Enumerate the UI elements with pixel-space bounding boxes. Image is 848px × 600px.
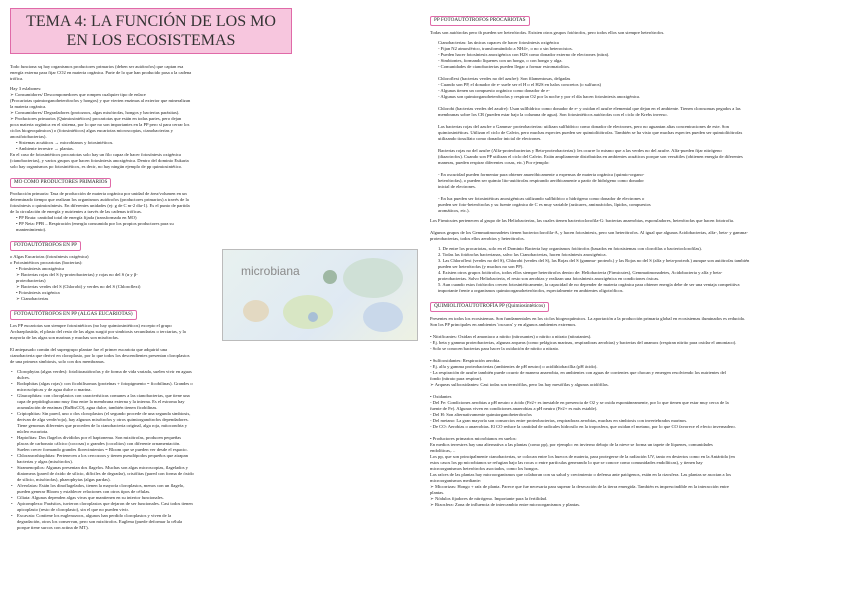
group-line: - Algunas tienen un compuesto orgánico como donador de e- bbox=[438, 88, 550, 93]
group-line: Chlorobi (bacterias verdes del azufre): Usan sulfhídrico como donador de e- y oxidan el azufre elemental que dejan en el ambiente. Tienen clorosomas pegados a las bbox=[438, 106, 741, 111]
intro-line: energía externa para fijar CO2 en materia orgánica. Parte de lo que han producido pasa a la cadena bbox=[10, 70, 192, 75]
pp-line: Producción primaria: Tasa de producción de materia orgánica por unidad de área/volumen en un bbox=[10, 191, 187, 196]
group-line: maneras, pueden respirar diferentes cosas, etc.) Por ejemplo: bbox=[438, 160, 550, 165]
fotoautotrofos-list bbox=[10, 254, 220, 302]
numbered-item: 4. Existen otros grupos fotótrofos, todos ellos siempre heterótrofos dentro de: Heliobacteria (Firmicutes), Gemmatimonadetes, Acidobacteria y alfa y beta- bbox=[438, 270, 723, 275]
group-line: (diazotrofos). Cuando son PP utilizan el ciclo del Calvin. Están ampliamente distribuidas en ambientes acuáticos porque son versátiles (obtienen energía de diferentes bbox=[438, 154, 743, 159]
pp-paragraph bbox=[10, 191, 414, 233]
quimio-line: endolíticas,… bbox=[430, 448, 456, 453]
quimio-line: microorganismos heterótrofos asociados, como los hongos. bbox=[430, 466, 539, 471]
alga-cont: microscópicas y de agua dulce o marina. bbox=[17, 387, 92, 392]
foto-line: ➢ Bacterias rojas del S (γ-proteobacterias) y rojas no del S (α y β- bbox=[16, 272, 138, 277]
alga-cont: capa de peptidoglucano muy fina entre la membrana externa y la interna. Es el estroma hay bbox=[17, 399, 185, 404]
group-line: Bacterias rojas no del azufre (Alfa-proteobacterias y Beta-proteobacterias): les ocurre lo mismo que a las verdes no del azufre. Alfa-pueden fijar nitrógeno bbox=[438, 148, 722, 153]
quimio-line: estos casos los pp microbianos se refugian bajo las rocas o entre partículas generando lo que se conoce como comunidades endolíticas), y tienen hay bbox=[430, 460, 703, 465]
foto-line: • Fotosíntesis oxigénica bbox=[16, 290, 60, 295]
quimio-line: fuente de Fe). Algunas viven en condiciones anaerobias a pH neutro (Fe2+ es más estable). bbox=[430, 406, 598, 411]
page-title-line-2: EN LOS ECOSISTEMAS bbox=[66, 32, 236, 49]
image-caption: microbiana bbox=[241, 264, 300, 278]
alga-cont: diatomeas (pared de óxido de silicio, difíciles de degradar), crisófitas (pared con forma de óxido bbox=[17, 471, 194, 476]
quimio-line: - Del H: Son alternativamente quimiorganoheterótrofos bbox=[430, 412, 532, 417]
pp-line: fotosíntesis o quimiosíntesis. En diferentes unidades (ej: g de C m-2 día-1). Es el punto de partida bbox=[10, 203, 190, 208]
foto-line: o Algas Eucariotas (fotosíntesis oxigénica) bbox=[10, 254, 89, 259]
alga-cont: derivan de alga verde/roja), hay algunos mixótrofos y otros quimiorganótrofos dependadores. bbox=[17, 417, 189, 422]
eslabon-line: (cianobacterias), y varios grupos que hacen fotosíntesis anoxigénica. Dentro del dominio Eukaria bbox=[10, 158, 189, 163]
euc-line: Los PP eucariotas son siempre fotosintéticos (no hay quimiosintéticos) excepto el grupo bbox=[10, 323, 172, 328]
quimio-line: - La respiración de azufre también puede ocurrir de manera anaerobia, en ambientes con aguas de corrientes que chocan y emergen resolviendo los nutrientes del bbox=[430, 370, 726, 375]
quimio-line: • Nitrificantes: Oxidan el amoniaco a nitrito (nitrosantes) o nitrito a nitrato (nitratantes). bbox=[430, 334, 592, 339]
group-line: Cianobacterias: las únicas capaces de hacer fotosíntesis oxigénica bbox=[438, 40, 559, 45]
firm-line: Algunos grupos de los Gemmatimonadetes tienen bacterioclorofila-A, y hacen fotosíntesis, pero son heterótrofos. Al igual que algunas Acidobacterias, alfa-, beta- y gamma- bbox=[430, 230, 748, 235]
alga-cont: apicoplasto (resto de cloroplasto), sin el que no pueden vivir. bbox=[17, 507, 129, 512]
quimio-line: - De CO: Aerobias o anaerobias. El CO reduce la cantidad de radicales hidroxilo en la troposfera, que oxidan el metano, por lo que CO favorece el efecto invernadero. bbox=[430, 424, 736, 429]
alga-item: • Excavata: Contiene los euglenozoos, algunos han perdido cloroplastos y viven de la bbox=[10, 513, 414, 519]
group-line: - Pueden hacer fotosíntesis anoxigénica con H2S como donador externo de electrones (nitra). bbox=[438, 52, 610, 57]
eslabon-line: la materia orgánica. bbox=[10, 104, 47, 109]
group-line: membranas sobre los CR (pueden estar bajo la columna de agua). Son fotosintéticos autótrofas con el ciclo de Krebs inverso. bbox=[438, 112, 668, 117]
eslabon-line: (Procariotas quimiorganoheterótrofos y hongos) y que vierten enzimas al exterior que mineralizan bbox=[10, 98, 191, 103]
hay-label: Hay 3 eslabones: bbox=[10, 86, 42, 91]
numbered-item: pueden ser heterótrofas (y muchos no son PP). bbox=[438, 264, 524, 269]
numbered-item: 5. Aun cuando estos fotótrofos crecen fotosintéticamente, la capacidad de no depender de materia orgánica para obtener energía debe de ser una ventaja competitiva bbox=[438, 282, 740, 287]
pp-line: determinado tiempo que realizan los organismos autótrofos (productores primarios) a través de la bbox=[10, 197, 189, 202]
intro-line: trófica. bbox=[10, 76, 24, 81]
alga-item: • Rodophitas (algas rojas): con ficobilisomas (proteínas + fotopigmento = ficobilinas). Grandes o bbox=[10, 381, 414, 387]
quimio-line: - Ej. alfa y gamma proteobacterias (ambientes de pH neutro) o acidithiobacillia (pH ácido). bbox=[430, 364, 598, 369]
firm-line: Los Firmicutes pertenecen al grupo de las Heliobacterias, las cuales tienen bacterioclorofila-G: bacterias anaerobias, esporuladores, heterótrofas que hacen fototrofia. bbox=[430, 218, 735, 223]
alga-cont: bacterias y algas (mixótrofos). bbox=[17, 459, 73, 464]
alga-item: • Alveolatas: Están los dinoflagelados, tienen la mayoría cloroplastos, menos con un flagelo, bbox=[10, 483, 414, 489]
eslabon-line: ➢ Consumidores/ Degradadores (protozoos, algas mixótrofas, hongos y bacterias parásitas). bbox=[10, 110, 180, 115]
alga-item: • Glaucophitas: con cloroplastos con características comunes a las cianobacterias, que tiene una bbox=[10, 393, 414, 399]
quimio-line: - Solo se conocen bacterias para hacer la oxidación de nitrito a nitrato. bbox=[430, 346, 560, 351]
numbered-list bbox=[430, 246, 840, 294]
eslabon-line: poca materia orgánica en el sistema, por lo que no son importantes en la PP pero sí para cerrar los bbox=[10, 122, 190, 127]
quimio-line: - Ej. beta y gamma proteobacterias, algunas arqueas (como pelágicas marinas, respiradoras aerobias) y bacterias del anamox (respiran nitrito para oxidar el amoniaco). bbox=[430, 340, 737, 345]
quimio-line: - Del metano: La gran mayoría son consorcios entre proteobacterias, respiradoras aerobias, muchas en simbiosis con invertebrados marinos. bbox=[430, 418, 688, 423]
group-line: pueden ser foto-heterótrofas y su fuente orgánica de C es muy variable (azúcares, aminoácidos, lípidos, compuestos bbox=[438, 202, 651, 207]
quimio-section bbox=[430, 316, 840, 508]
quimio-line: - Del Fe: Condiciones aerobias a pH neutro o ácido (Fe2+ es inestable en presencia de O2 y se oxida espontáneamente, por lo que tienen que estar muy cerca de la bbox=[430, 400, 729, 405]
numbered-item: 2. Todas las fotótrofas bacterianas, salvo las Cianobacterias, hacen fotosíntesis anoxigénica. bbox=[438, 252, 607, 257]
procariotas-groups bbox=[430, 40, 840, 214]
numbered-item: 3. Las Chloroflexi (verdes no del S), Chlorobi (verdes del S), las Rojas del S (gamma- proteob.) y las Rojas no del S (alfa y beta-proteob.) aunque son autótrofas también bbox=[438, 258, 750, 263]
alga-item: • Chloraracnhiophitas: Pertenecen a los cercozoos y tienen pseudópodos pequeños que atrapan bbox=[10, 453, 414, 459]
quimio-line: ➢ Micorrizas: Hongo + raíz de planta. Parece que fue necesaria para superar la desecación de la tierra emergida. También es imprescindible en la interacción entre bbox=[430, 484, 729, 489]
group-line: - Algunas son quimiorganoheterótrofas y respiran O2 por la noche y por el día hacen fotosíntesis anoxigénica. bbox=[438, 94, 641, 99]
section-heading: MO COMO PRODUCTORES PRIMARIOS bbox=[10, 178, 111, 188]
quimio-line: plantas. bbox=[430, 490, 445, 495]
foto-line: ➢ Bacterias verdes del S (Chlorobi) y verdes no del S (Chloroflexi) bbox=[16, 284, 141, 289]
euc-line: cianobacteria que derivó en cloroplasto, por lo que todos los descendientes presentan cloroplastos bbox=[10, 353, 190, 358]
eslabon-line: anoxifotobacterias). bbox=[10, 134, 47, 139]
quimio-line: Son los PP principales en ambientes 'oscuros' y en algunos ambientes extremos. bbox=[430, 322, 577, 327]
section-heading: QUIMIOLITOAUTOTROFÍA PP (Quimiosintéticos) bbox=[430, 302, 549, 312]
eslabones-list bbox=[10, 92, 414, 170]
eslabon-line: ➢ Productores primarios (Quimiosintéticos) procariotas que están en todas partes, pero dejan bbox=[10, 116, 182, 121]
quimio-line: ➢ Rizosfera: Zona de influencia de intercambio entre microorganismos y plantas. bbox=[430, 502, 581, 507]
eslabon-line: ➢ Consumidores/ Descomponedores que rompen cualquier tipo de enlace bbox=[10, 92, 146, 97]
group-line: quimiosintéticas. Utilizan el ciclo de Calvin, pero muchas especies pueden ser quimiolitótrofas. También se ha visto que muchas especies pueden ser quimiolitótrofas bbox=[438, 130, 743, 135]
pp-line: mantenimiento). bbox=[16, 227, 47, 232]
eslabon-line: ciclos biogeoquímicos) o (fotosintéticos) algas eucariotas microscopias, cianobacterias y bbox=[10, 128, 173, 133]
alga-cont: de silicio, mixótrofas), phaeophytas (algas pardas). bbox=[17, 477, 111, 482]
eslabon-line: • Sistemas acuáticos → microbianos y fotosintéticos. bbox=[16, 140, 114, 145]
group-line: - Simbiontes, formando líquenes con un hongo, o con hongo y alga. bbox=[438, 58, 563, 63]
quimio-line: En medios terrestres hay una alternativa a las plantas (como pp), por ejemplo: en invierno debajo de la nieve se forma un tapete de líquenes, comunidades bbox=[430, 442, 713, 447]
quimio-line: • Oxidantes bbox=[430, 394, 452, 399]
foto-line: proteobacterias) bbox=[16, 278, 46, 283]
quimio-line: Los pp, que son principalmente cianobacterias, se colocan entre los huecos de materia, para protegerse de la radiación UV, tanto en desiertos como en la Antártida (en bbox=[430, 454, 735, 459]
firm-line: proteobacterias, todos ellos aerobios y heterótrofos. bbox=[430, 236, 525, 241]
group-line: - Cuando son PP, el donador de e- suele ser el H o el H2S en halos concretos (o sulfuros) bbox=[438, 82, 602, 87]
numbered-item: importante frente a organismos quimioorganoheterótrofos, especialmente en ambientes oligotróficos. bbox=[438, 288, 624, 293]
alga-item: • Stramenopilos: Algunas presentan dos flagelos. Muchas son algas microscopias, flagelados y bbox=[10, 465, 414, 471]
eslabon-line: En el caso de fotosintéticos procariotas solo hay un filo capaz de hacer fotosíntesis oxigénica bbox=[10, 152, 181, 157]
quimio-line: Las raíces de las plantas hay microorganismos que colaboran con su salud y crecimiento o defensa ante patógenos, están en la rizosfera. Las plantas se asocian a los bbox=[430, 472, 732, 477]
section-heading: PP FOTOAUTÓTROFOS PROCARIOTAS bbox=[430, 16, 530, 26]
eslabon-line: • Ambiente terrestre → plantas. bbox=[16, 146, 74, 151]
pp-line: • PP Neta: PPB – Respiración (energía consumida por los propios productores para su bbox=[16, 221, 174, 226]
right-column bbox=[424, 0, 848, 600]
intro-paragraph bbox=[10, 64, 414, 82]
numbered-item: 1. De entre los procariotas, solo en el Dominio Bacteria hay organismos fotótrofos (basados en fotosistemas con clorofilas o bacterioclorofilas). bbox=[438, 246, 702, 251]
euc-line: mayoría de las algas son marinas y muchas son mixótrofas. bbox=[10, 335, 119, 340]
group-line: inicial de electrones. bbox=[438, 184, 476, 189]
alga-item: • Haptofitas: Dos flagelos divididos por el haptonema. Son mixótrofas, producen pequeñas bbox=[10, 435, 414, 441]
alga-cont: Suelen crecer formando grandes florecimientos = Bloom que se pueden ver desde el espacio. bbox=[17, 447, 188, 452]
quimio-line: Presentes en todos los ecosistemas. Son fundamentales en los ciclos biogeoquímicos. La aportación a la producción primaria global en ecosistemas iluminados es reducida. bbox=[430, 316, 745, 321]
alga-cont: porque tiene surcos con actina de MT). bbox=[17, 525, 89, 530]
algas-list bbox=[10, 369, 414, 531]
quimio-line: • Sulfooxidantes: Respiración aerobia. bbox=[430, 358, 501, 363]
quimio-line: fondo (nitrato para respirar). bbox=[430, 376, 483, 381]
eslabon-line: solo hay organismos po fotosintéticos, es decir, no hay ningún ejemplo de pp quimiosintético. bbox=[10, 164, 183, 169]
group-line: - Fijan N2 atmosférico, transformándolo a NH4+, o no o sin heterocistos. bbox=[438, 46, 573, 51]
euc-line: El antepasado común del supergrupo plantae fue el primer eucariota que adquirió una bbox=[10, 347, 168, 352]
quimio-line: microorganismos mediante: bbox=[430, 478, 482, 483]
euc-line: de una primera simbiosis, solo con dos membranas. bbox=[10, 359, 105, 364]
alga-cont: pueden generar Bloom y establecer relaciones con otros tipos de células. bbox=[17, 489, 151, 494]
intro-line: Todo funciona xq hay organismos productores primarios (deben ser autótrofos) que captan esa bbox=[10, 64, 184, 69]
group-line: utilizando tiosulfato como donador inicial de electrones. bbox=[438, 136, 542, 141]
quimio-line: ➢ Arqueas sulfooxidantes: Casi todas son termófilas, pero las hay mesófilas y algunas acidófilas. bbox=[430, 382, 609, 387]
group-line: Chloroflexi (bacterias verdes no del azufre): Son filamentosas, delgadas bbox=[438, 76, 571, 81]
foto-line: o Fotosintéticos procariotas (bacterias): bbox=[10, 260, 83, 265]
alga-item: • Clorophytas (algas verdes): fotolitoautótrofas y de forma de vida variada, suelen vivir en aguas bbox=[10, 369, 414, 375]
group-line: aromáticos, etc.). bbox=[438, 208, 470, 213]
group-line: Las bacterias rojas del azufre o Gamma- proteobacterias: utilizan sulfhídrico como donador de electrones, pero no aguantan altas concentraciones de este. Son bbox=[438, 124, 729, 129]
group-line: - En luz pueden ser fotosintéticas anoxigénicas utilizando sulfhídrico o hidrógeno como donador de electrones o bbox=[438, 196, 645, 201]
sec4-intro: Todas son autótrofas pero tb pueden ser heterótrofas. Existen otros grupos fotótrofos, pero todos ellos son siempre heterótrofos. bbox=[430, 30, 665, 35]
alga-item: • Criptophitas: Sin pared, uno o dos cloroplastos (el segundo procede de una segunda simbiosis, bbox=[10, 411, 414, 417]
alga-cont: placas de carbonato cálcico (cocosas) o grandes (cocolitos) con diferente ornamentación. bbox=[17, 441, 181, 446]
quimio-line: • Productores primarios microbianos en suelos: bbox=[430, 436, 517, 441]
page-title-line-1: TEMA 4: LA FUNCIÓN DE LOS MO bbox=[26, 13, 276, 30]
alga-item: • Ciliata: Algunas dependen algas vivas que mantienen en su interior funcionales. bbox=[10, 495, 414, 501]
foto-line: • Fotosíntesis anoxigénica bbox=[16, 266, 65, 271]
section-heading: FOTOAUTÓTROFOS EN PP bbox=[10, 241, 81, 251]
group-line: heterótrofas), o pueden ser quimio lito-autótrofas respirando aeróbicamente a partir de hidrógeno como donador bbox=[438, 178, 644, 183]
pp-line: de la circulación de energía y nutrientes a través de las cadenas tróficas. bbox=[10, 209, 142, 214]
alga-cont: Tiene genomas diferentes que proceden de la cianobacteria original, alga roja, mitocondria y bbox=[17, 423, 187, 428]
foto-line: ➢ Cianobacterias bbox=[16, 296, 49, 301]
alga-cont: acumulación de enzimas (RuBisCO), agua dulce, también tienen ficobilinas. bbox=[17, 405, 158, 410]
alga-item: • Apicomplexa: Parásitos, tuvieron cloroplastos que dejaron de ser funcionales. Casi todos tienen bbox=[10, 501, 414, 507]
alga-cont: dulces. bbox=[17, 375, 30, 380]
title-box bbox=[10, 8, 292, 54]
group-line: - En oscuridad pueden formentar para obtener anaeróbicamente a expensas de materia orgánica (quimio-organo- bbox=[438, 172, 645, 177]
section-heading: FOTOAUTÓTROFOS EN PP (ALGAS EUCARIOTAS) bbox=[10, 310, 137, 320]
euc-line: Archaeplastida, el plasto del resto de las algas surgió por simbiosis secundarias o terciarias, y la bbox=[10, 329, 186, 334]
alga-cont: núcleo eucariota. bbox=[17, 429, 49, 434]
group-line: - Comunidades de cianobacterias pueden llegar a formar estromatolitos. bbox=[438, 64, 571, 69]
pp-line: • PP Bruta: cantidad total de energía fijada (transformada en MO) bbox=[16, 215, 137, 220]
quimio-line: ➢ Nódulos fijadores de nitrógeno. Importante para la fertilidad. bbox=[430, 496, 548, 501]
numbered-item: proteobacterias. Salvo Heliobacteria, el resto son aerobias y realizan una fotosíntesis anoxigénica en condiciones óxicas. bbox=[438, 276, 660, 281]
alga-cont: degradación, otros los conservan, pero son mixótrofos. Euglena (puede deformar la célula bbox=[17, 519, 183, 524]
microbial-loop-image bbox=[222, 249, 418, 341]
firmicutes-paragraph bbox=[430, 218, 840, 242]
